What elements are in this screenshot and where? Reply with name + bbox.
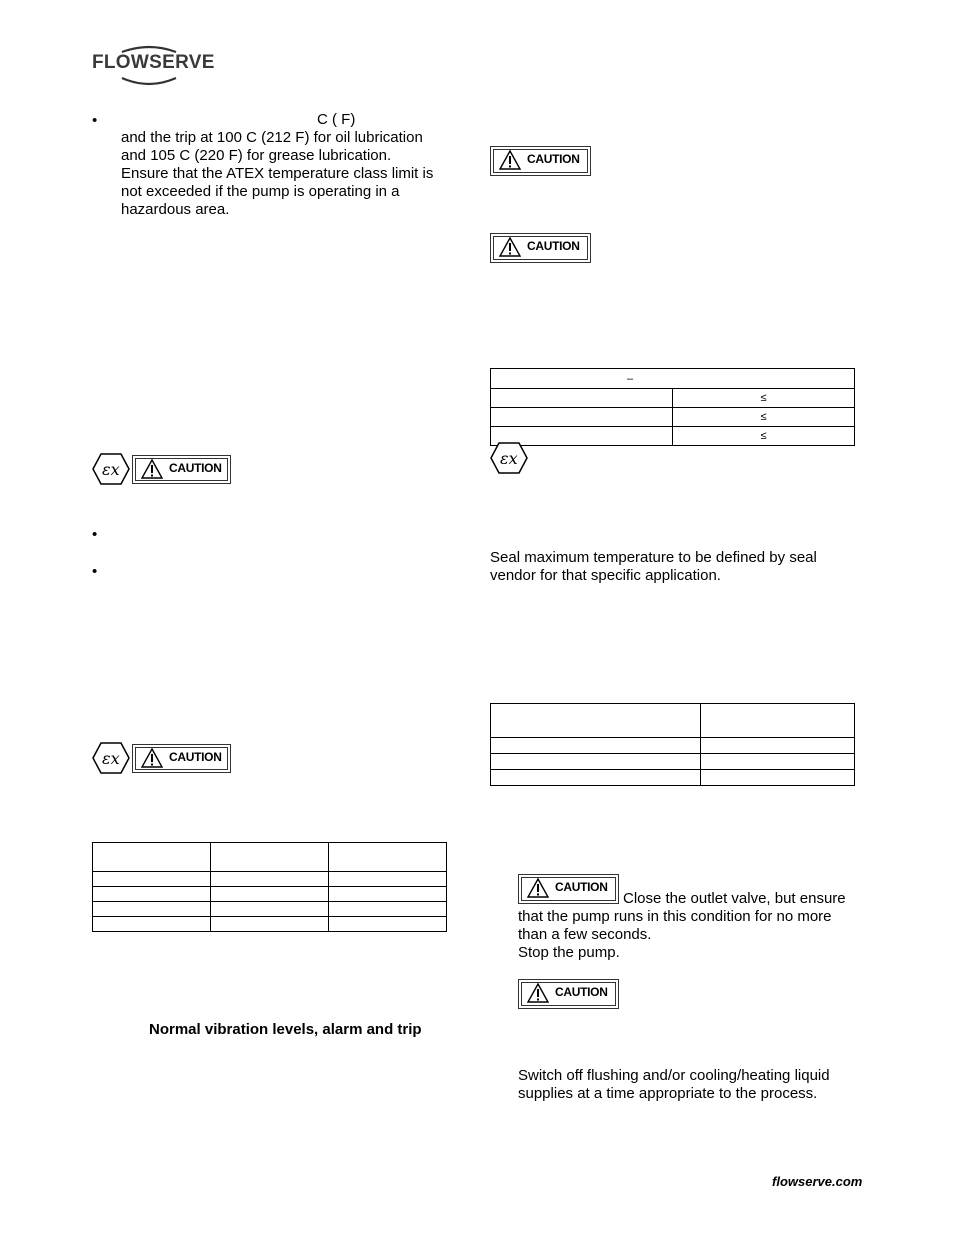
le-symbol: ≤ [760,392,767,404]
text-line: Ensure that the ATEX temperature class limit is [121,165,434,182]
caution-badge [132,744,231,773]
bullet-marker: • [92,563,98,580]
svg-text:εx: εx [102,749,120,768]
svg-text:εx: εx [102,460,120,479]
caution-label: CAUTION [527,152,580,166]
warning-triangle-icon [527,983,549,1003]
text-line: and the trip at 100 C (212 F) for oil lubrication [121,129,423,146]
stop-instructions [518,908,858,962]
footer-site-link[interactable]: flowserve.com [772,1174,863,1189]
table-cell [673,427,855,446]
table-header-cell [491,369,855,389]
text-line: and 105 C (220 F) for grease lubrication. [121,147,392,164]
bullet-marker: • [92,526,98,543]
atex-ex-icon [92,453,130,485]
text-line: hazardous area. [121,201,230,218]
caution-label: CAUTION [527,239,580,253]
warning-triangle-icon [141,748,163,768]
warning-triangle-icon [141,459,163,479]
temperature-class-table [490,368,855,446]
le-symbol: ≤ [760,430,767,442]
warning-triangle-icon [527,878,549,898]
warning-triangle-icon [499,150,521,170]
caution-badge [132,455,231,484]
logo-text: FLOWSERVE [92,52,215,73]
bullet-marker: • [92,112,98,129]
caution-label: CAUTION [169,750,222,764]
seal-temperature-note [490,549,850,585]
text-line: than a few seconds. [518,926,652,943]
text-line: that the pump runs in this condition for no more [518,908,832,925]
caution-label: CAUTION [555,880,608,894]
caution-badge [518,874,619,904]
text-line: vendor for that specific application. [490,567,721,584]
text-line: Switch off flushing and/or cooling/heating liquid [518,1067,830,1084]
text-line: supplies at a time appropriate to the process. [518,1085,818,1102]
text-line: C ( F) [317,111,356,128]
caution-badge [490,233,591,263]
lube-temperature-bullet [121,111,451,219]
switch-off-note [518,1067,858,1103]
caution-label: CAUTION [555,985,608,999]
vibration-table [92,842,447,932]
flowserve-logo [92,44,215,86]
table-header-dash: – [627,372,634,385]
caution-badge [518,979,619,1009]
svg-text:εx: εx [500,449,518,468]
vibration-caption: Normal vibration levels, alarm and trip [149,1021,422,1038]
caution-label: CAUTION [169,461,222,475]
caution-badge [490,146,591,176]
text-line: Seal maximum temperature to be defined by seal [490,549,817,566]
seal-table [490,703,855,786]
le-symbol: ≤ [760,411,767,423]
atex-ex-icon [92,742,130,774]
text-line: Stop the pump. [518,944,620,961]
table-cell [673,408,855,427]
text-line: not exceeded if the pump is operating in a [121,183,400,200]
atex-ex-icon [490,442,528,474]
warning-triangle-icon [499,237,521,257]
stop-text-inline: Close the outlet valve, but ensure [623,890,846,907]
table-cell [673,389,855,408]
